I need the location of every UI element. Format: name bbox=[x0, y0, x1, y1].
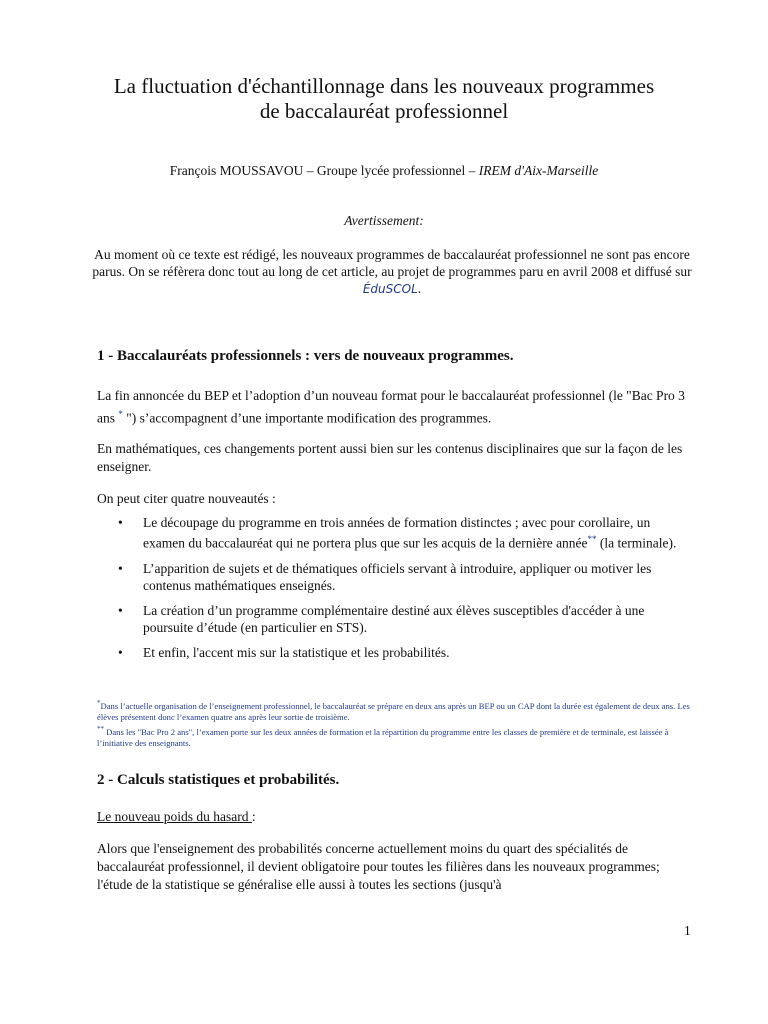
author-line bbox=[60, 163, 708, 179]
footnotes bbox=[97, 698, 697, 750]
bullet-icon: • bbox=[118, 644, 123, 660]
document-title bbox=[60, 74, 708, 124]
bullet-icon: • bbox=[118, 602, 123, 618]
eduscol-link[interactable]: ÉduSCOL bbox=[362, 282, 418, 296]
list-item bbox=[115, 514, 693, 552]
author-institution: IREM d'Aix-Marseille bbox=[478, 163, 599, 178]
section-1-paragraph-3: On peut citer quatre nouveautés : bbox=[97, 491, 276, 506]
intro-text: Au moment où ce texte est rédigé, les nouveaux programmes de baccalauréat professionnel ne sont pas encore parus. On se réfèrera donc tout au long de cet article, au projet de programmes paru en avril 2008 et diffusé sur bbox=[92, 247, 692, 279]
footnote-1-text: Dans l’actuelle organisation de l’enseignement professionnel, le baccalauréat se prépare en deux ans après un BEP ou un CAP dont la durée est également de deux ans. Les élèves présentent donc l’examen quatre ans après leur sortie de troisième. bbox=[97, 700, 690, 723]
section-2-paragraph-1: Alors que l'enseignement des probabilités concerne actuellement moins du quart des spécialités de baccalauréat professionnel, il devient obligatoire pour toutes les filières dans les nouveaux programmes; l'étude de la statistique se généralise elle aussi à toutes les sections (jusqu'à bbox=[97, 841, 660, 892]
footnote-1-mark: * bbox=[97, 699, 101, 707]
bullet-icon: • bbox=[118, 560, 123, 576]
section-2-heading: 2 - Calculs statistiques et probabilités. bbox=[97, 772, 340, 788]
section-1-paragraph-2: En mathématiques, ces changements portent aussi bien sur les contenus disciplinaires que sur la façon de les enseigner. bbox=[97, 441, 683, 474]
author-name: François MOUSSAVOU – Groupe lycée professionnel – bbox=[169, 163, 479, 178]
section-1-heading: 1 - Baccalauréats professionnels : vers de nouveaux programmes. bbox=[97, 348, 514, 364]
s1-p1-text-1: La fin annoncée du BEP et l’adoption d’un nouveau format pour le baccalauréat professionnel (le "Bac Pro 3 ans bbox=[97, 388, 685, 426]
bullet-1-text-1: Le découpage du programme en trois années de formation distinctes ; avec pour corollaire, un examen du baccalauréat qui ne portera plus que sur les acquis de la dernière année bbox=[143, 515, 651, 551]
section-1-paragraph-1 bbox=[97, 387, 695, 428]
footnote-2-mark: ** bbox=[97, 724, 104, 733]
footnote-2 bbox=[97, 724, 697, 750]
page-number: 1 bbox=[684, 923, 691, 938]
bullet-1-text-2: (la terminale). bbox=[596, 535, 677, 551]
footnote-ref-2[interactable]: ** bbox=[587, 534, 597, 544]
footnote-ref-1[interactable]: * bbox=[118, 409, 123, 419]
bullet-3-text: La création d’un programme complémentaire destiné aux élèves susceptibles d'accéder à une poursuite d’étude (en particulier en STS). bbox=[143, 602, 645, 635]
novelties-list bbox=[115, 514, 693, 669]
intro-end: . bbox=[417, 281, 422, 296]
footnote-1 bbox=[97, 698, 697, 724]
s1-p1-text-2: ") s’accompagnent d’une importante modification des programmes. bbox=[122, 410, 492, 426]
footnote-2-text: Dans les "Bac Pro 2 ans", l’examen porte sur les deux années de formation et la répartition du programme entre les classes de première et de terminale, est laissée à l’initiative des enseignants. bbox=[97, 726, 669, 749]
list-item bbox=[115, 602, 693, 636]
intro-paragraph bbox=[92, 246, 692, 298]
list-item bbox=[115, 644, 693, 661]
warning-label: Avertissement: bbox=[344, 213, 424, 228]
subheading: Le nouveau poids du hasard bbox=[97, 809, 252, 824]
bullet-2-text: L’apparition de sujets et de thématiques officiels servant à introduire, appliquer ou motiver les contenus mathématiques enseignés. bbox=[143, 560, 652, 593]
subheading-colon: : bbox=[251, 809, 256, 824]
bullet-icon: • bbox=[118, 515, 123, 530]
list-item bbox=[115, 560, 693, 594]
subheading-line bbox=[97, 808, 695, 826]
bullet-4-text: Et enfin, l'accent mis sur la statistique et les probabilités. bbox=[143, 644, 450, 660]
title-line-1: La fluctuation d'échantillonnage dans les nouveaux programmes bbox=[113, 74, 655, 98]
title-line-2: de baccalauréat professionnel bbox=[259, 99, 509, 123]
